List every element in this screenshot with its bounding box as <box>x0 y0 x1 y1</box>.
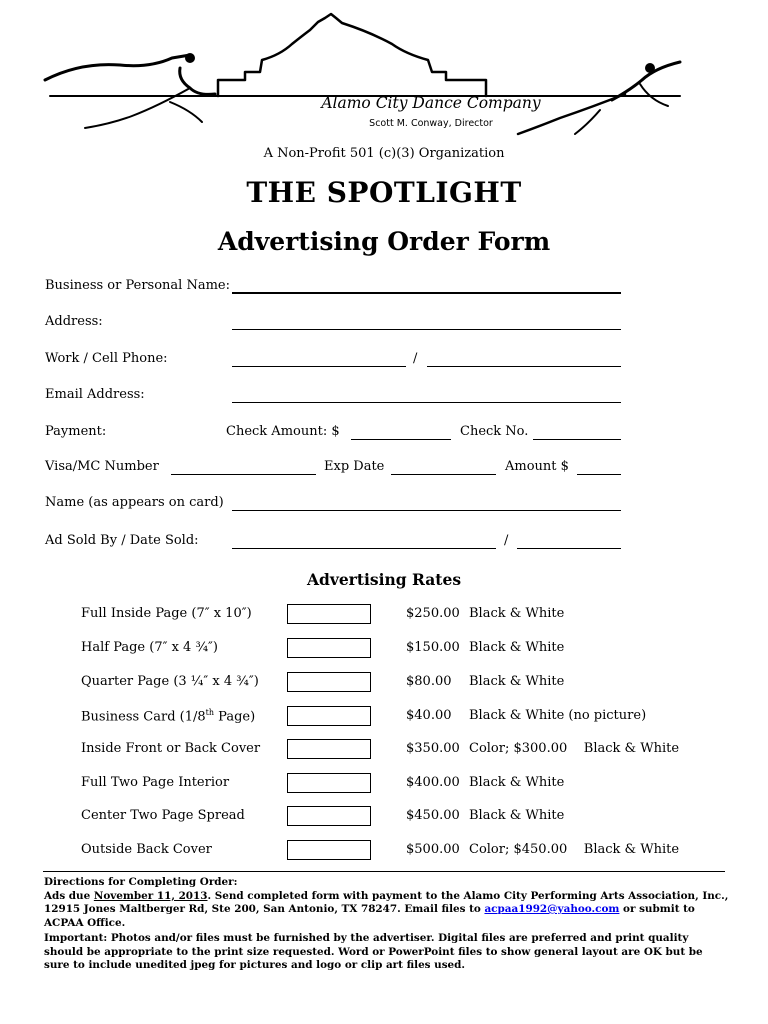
check-amount-field[interactable] <box>351 439 451 440</box>
check-number-field[interactable] <box>533 439 621 440</box>
rate-name: Business Card (1/8th Page) <box>81 708 256 725</box>
amount-label: Amount $ <box>505 459 569 474</box>
sold-by-label: Ad Sold By / Date Sold: <box>45 533 199 548</box>
address-label: Address: <box>45 314 103 329</box>
name-on-card-field[interactable] <box>232 510 621 511</box>
rate-description: Black & White <box>469 606 565 621</box>
rate-name: Inside Front or Back Cover <box>81 741 261 756</box>
check-amount-label: Check Amount: $ <box>226 424 340 439</box>
date-sold-field[interactable] <box>517 548 621 549</box>
rate-price: $500.00 <box>406 842 460 857</box>
company-name: Alamo City Dance Company <box>321 94 541 112</box>
section-divider <box>43 871 725 872</box>
rate-checkbox[interactable] <box>287 840 371 860</box>
page-title: THE SPOTLIGHT <box>246 176 522 209</box>
email-link[interactable]: acpaa1992@yahoo.com <box>484 903 620 915</box>
amount-field[interactable] <box>577 474 621 475</box>
nonprofit-line: A Non-Profit 501 (c)(3) Organization <box>263 146 505 161</box>
cell-phone-field[interactable] <box>427 366 621 367</box>
phone-separator: / <box>413 351 418 366</box>
directions-block <box>44 876 730 930</box>
rate-name: Half Page (7″ x 4 ¾″) <box>81 640 218 655</box>
rate-checkbox[interactable] <box>287 638 371 658</box>
sold-by-field[interactable] <box>232 548 496 549</box>
rate-description: Color; $450.00 Black & White <box>469 842 680 857</box>
rate-price: $450.00 <box>406 808 460 823</box>
rate-price: $250.00 <box>406 606 460 621</box>
rates-heading: Advertising Rates <box>306 570 462 589</box>
sold-by-separator: / <box>504 533 509 548</box>
card-number-label: Visa/MC Number <box>45 459 159 474</box>
card-number-field[interactable] <box>171 474 316 475</box>
exp-date-field[interactable] <box>391 474 496 475</box>
dancer-head-right-icon <box>645 63 655 73</box>
email-field[interactable] <box>232 402 621 403</box>
rate-checkbox[interactable] <box>287 739 371 759</box>
rate-price: $80.00 <box>406 674 452 689</box>
rate-price: $400.00 <box>406 775 460 790</box>
directions-text: Ads due November 11, 2013. Send completed form with payment to the Alamo City Performing Arts Association, Inc., 12915 Jones Maltberger Rd, Ste 200, San Antonio, TX 78247. Email files to acpaa1992@yahoo.com or submit to ACPAA Office. <box>44 889 729 929</box>
rate-description: Color; $300.00 Black & White <box>469 741 680 756</box>
rate-checkbox[interactable] <box>287 806 371 826</box>
rate-description: Black & White (no picture) <box>469 708 647 723</box>
rate-name: Center Two Page Spread <box>81 808 245 823</box>
rate-description: Black & White <box>469 674 565 689</box>
director-name: Scott M. Conway, Director <box>369 118 493 129</box>
company-logo <box>40 10 730 145</box>
due-date: November 11, 2013 <box>93 889 208 902</box>
business-name-label: Business or Personal Name: <box>45 278 230 293</box>
rate-checkbox[interactable] <box>287 604 371 624</box>
phone-label: Work / Cell Phone: <box>45 351 168 366</box>
rate-checkbox[interactable] <box>287 773 371 793</box>
rate-price: $350.00 <box>406 741 460 756</box>
dancer-head-left-icon <box>185 53 195 63</box>
important-note: Important: Photos and/or files must be furnished by the advertiser. Digital files are preferred and print quality should be appropriate to the print size requested. Word or PowerPoint files to show general layout are OK but be sure to include unedited jpeg for pictures and logo or clip art files used. <box>44 932 703 971</box>
rate-checkbox[interactable] <box>287 706 371 726</box>
rate-price: $40.00 <box>406 708 452 723</box>
rate-description: Black & White <box>469 808 565 823</box>
rate-name: Outside Back Cover <box>81 842 212 857</box>
rate-name: Full Two Page Interior <box>81 775 230 790</box>
check-number-label: Check No. <box>460 424 529 439</box>
email-label: Email Address: <box>45 387 145 402</box>
rate-checkbox[interactable] <box>287 672 371 692</box>
rate-description: Black & White <box>469 640 565 655</box>
exp-date-label: Exp Date <box>324 459 385 474</box>
rate-name: Quarter Page (3 ¼″ x 4 ¾″) <box>81 674 259 689</box>
rate-price: $150.00 <box>406 640 460 655</box>
work-phone-field[interactable] <box>232 366 406 367</box>
directions-heading: Directions for Completing Order: <box>44 876 238 888</box>
rate-description: Black & White <box>469 775 565 790</box>
form-subtitle: Advertising Order Form <box>217 227 551 256</box>
address-field[interactable] <box>232 329 621 330</box>
rate-name: Full Inside Page (7″ x 10″) <box>81 606 252 621</box>
business-name-field[interactable] <box>232 292 621 294</box>
payment-label: Payment: <box>45 424 107 439</box>
name-on-card-label: Name (as appears on card) <box>45 495 224 510</box>
